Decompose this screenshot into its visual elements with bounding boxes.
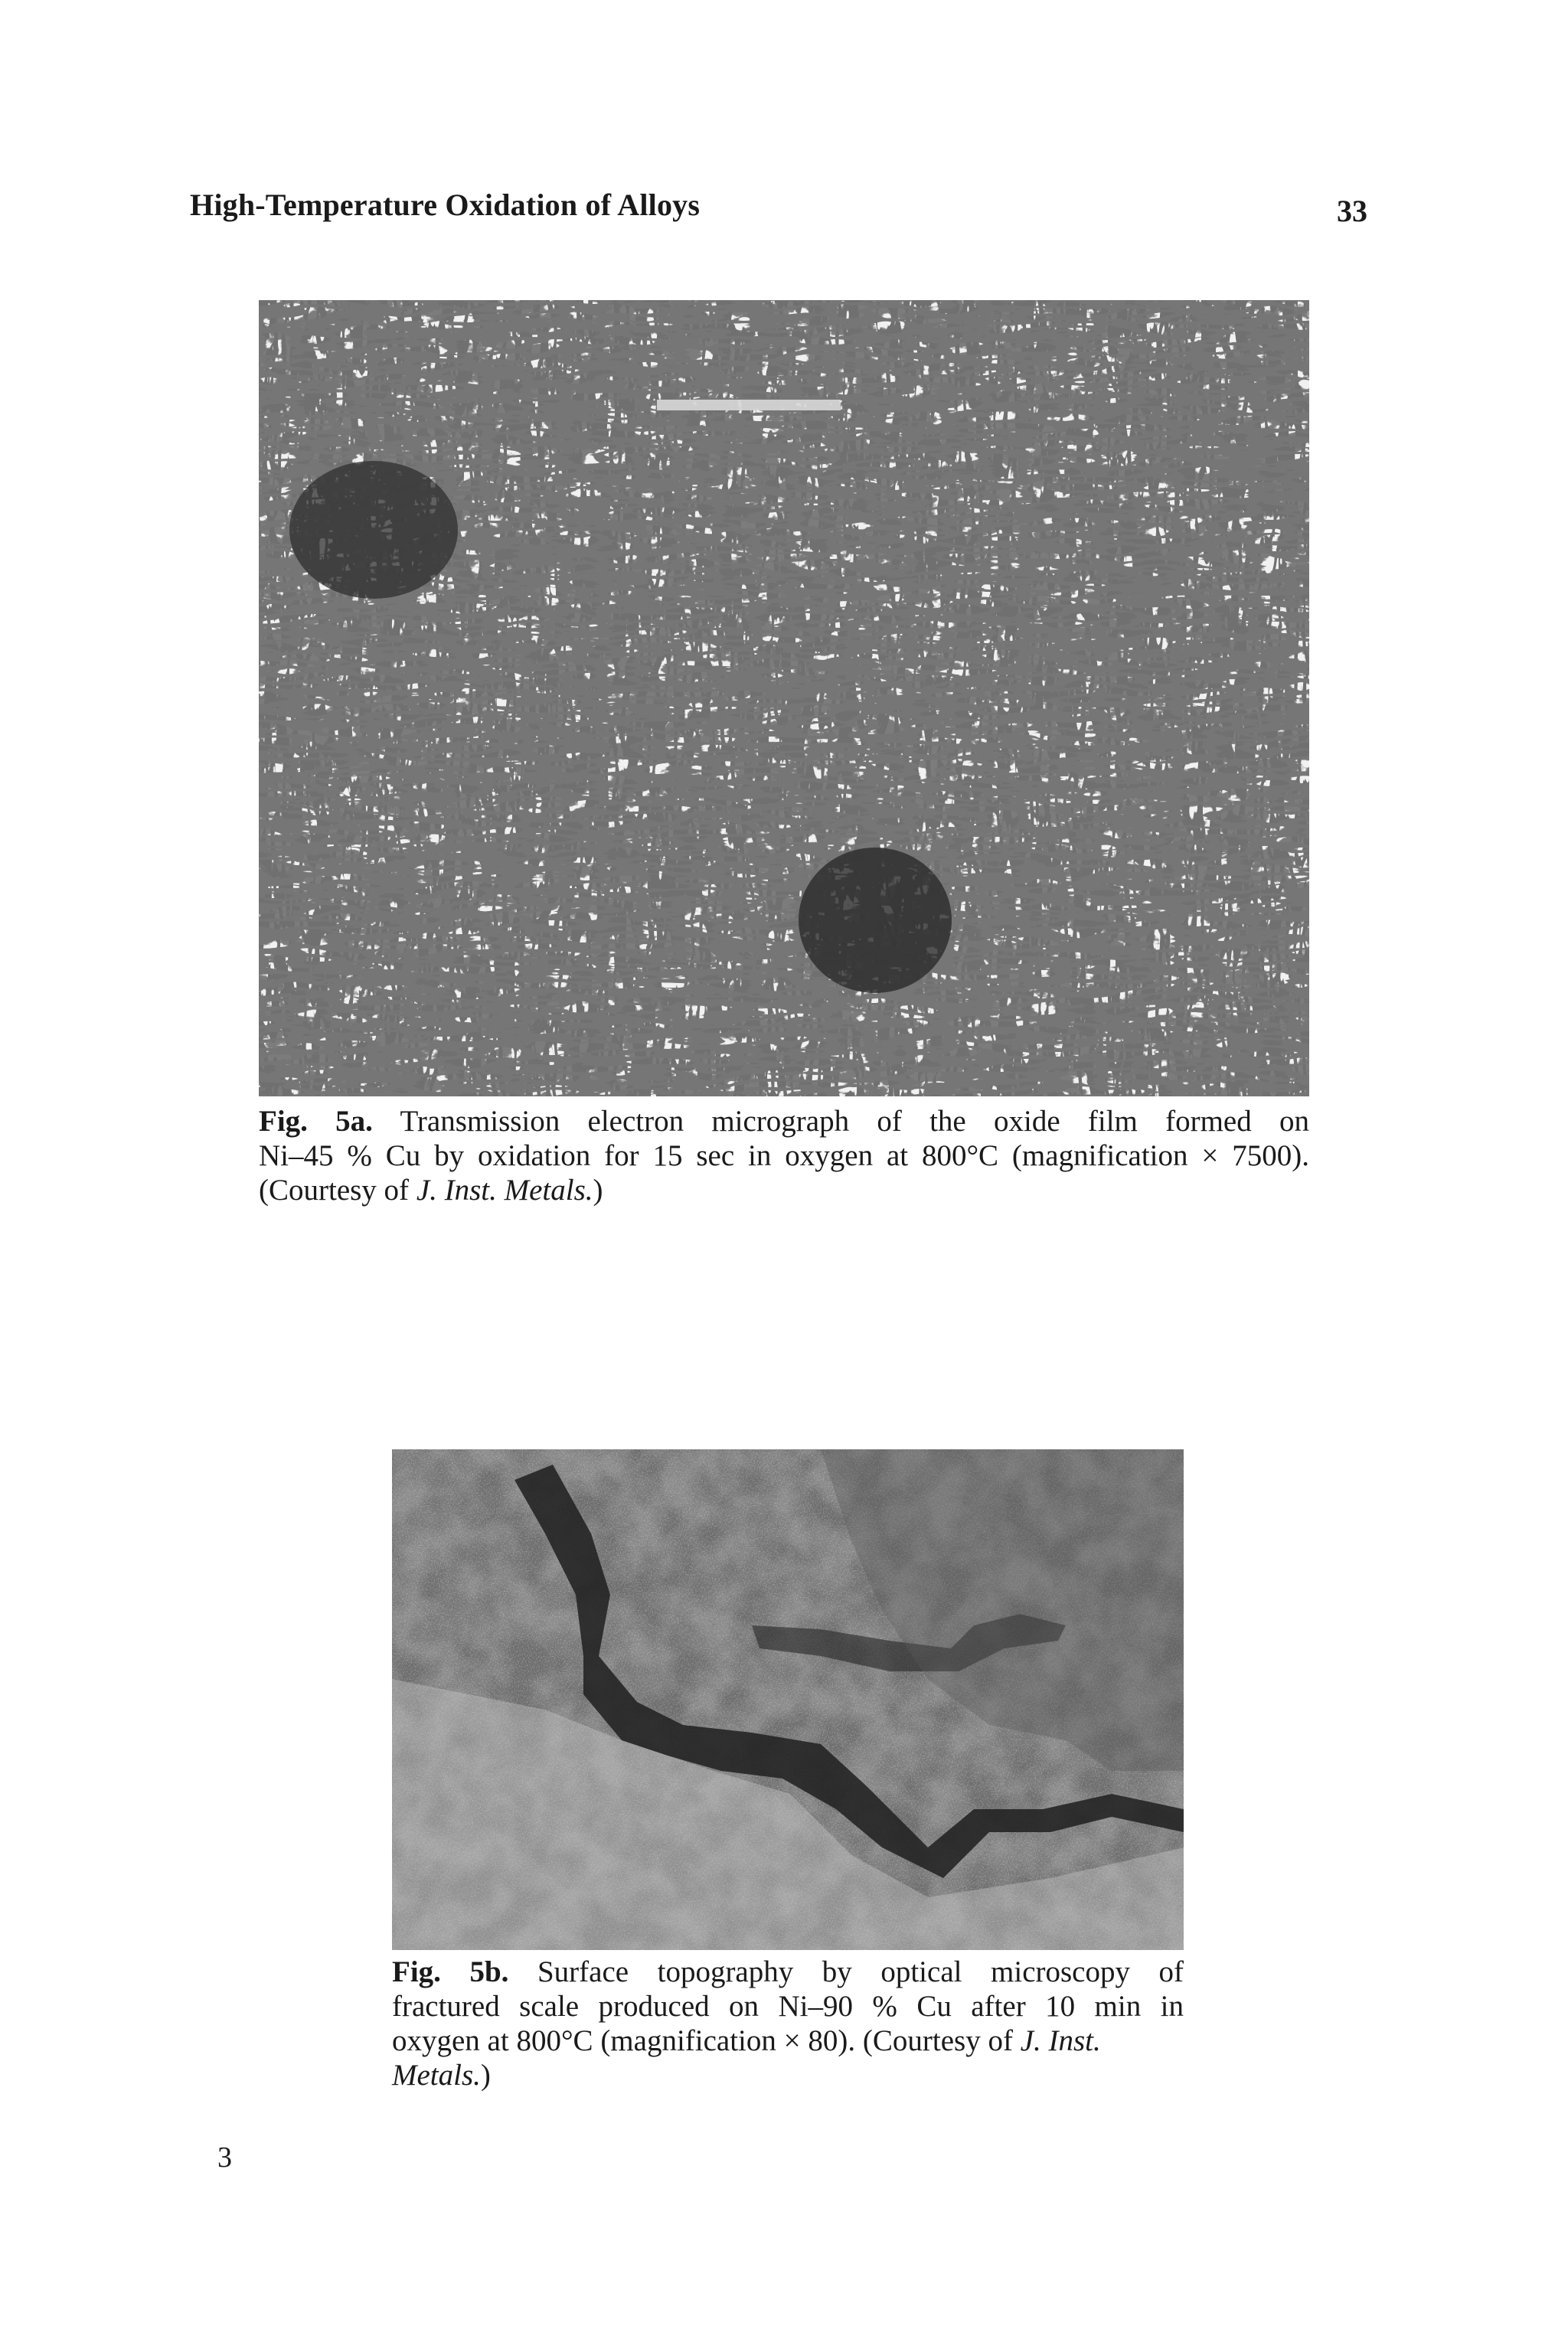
figure-5a-caption xyxy=(259,1104,1309,1207)
optical-micrograph-image xyxy=(392,1449,1184,1950)
figure-5b-micrograph xyxy=(392,1449,1184,1950)
caption-line xyxy=(259,1173,1309,1207)
tem-micrograph-image xyxy=(259,300,1309,1096)
caption-line xyxy=(259,1104,1309,1138)
caption-text: Transmission electron micrograph of the oxide film formed on xyxy=(400,1105,1309,1138)
caption-line: Ni–45 % Cu by oxidation for 15 sec in oxygen at 800°C (magnification × 7500). xyxy=(259,1139,1309,1172)
journal-name: Metals. xyxy=(392,2059,481,2092)
figure-label: Fig. 5a. xyxy=(259,1105,373,1138)
caption-line xyxy=(392,2024,1184,2058)
caption-text: ) xyxy=(593,1174,603,1207)
caption-text: (Courtesy of xyxy=(259,1174,416,1207)
figure-label: Fig. 5b. xyxy=(392,1955,509,1988)
figure-5b-caption xyxy=(392,1955,1184,2092)
caption-line: fractured scale produced on Ni–90 % Cu after 10 min in xyxy=(392,1990,1184,2023)
caption-line xyxy=(392,1955,1184,1989)
figure-5a-micrograph xyxy=(259,300,1309,1096)
journal-name: J. Inst. xyxy=(1020,2024,1101,2057)
caption-text: ) xyxy=(480,2059,491,2092)
page-number: 33 xyxy=(1337,194,1367,228)
running-head: High-Temperature Oxidation of Alloys xyxy=(190,188,701,222)
caption-line xyxy=(392,2058,1184,2092)
signature-mark: 3 xyxy=(217,2141,232,2174)
caption-text: Surface topography by optical microscopy of xyxy=(537,1955,1184,1988)
journal-name: J. Inst. Metals. xyxy=(416,1174,593,1207)
caption-text: oxygen at 800°C (magnification × 80). (Courtesy of xyxy=(392,2024,1021,2057)
